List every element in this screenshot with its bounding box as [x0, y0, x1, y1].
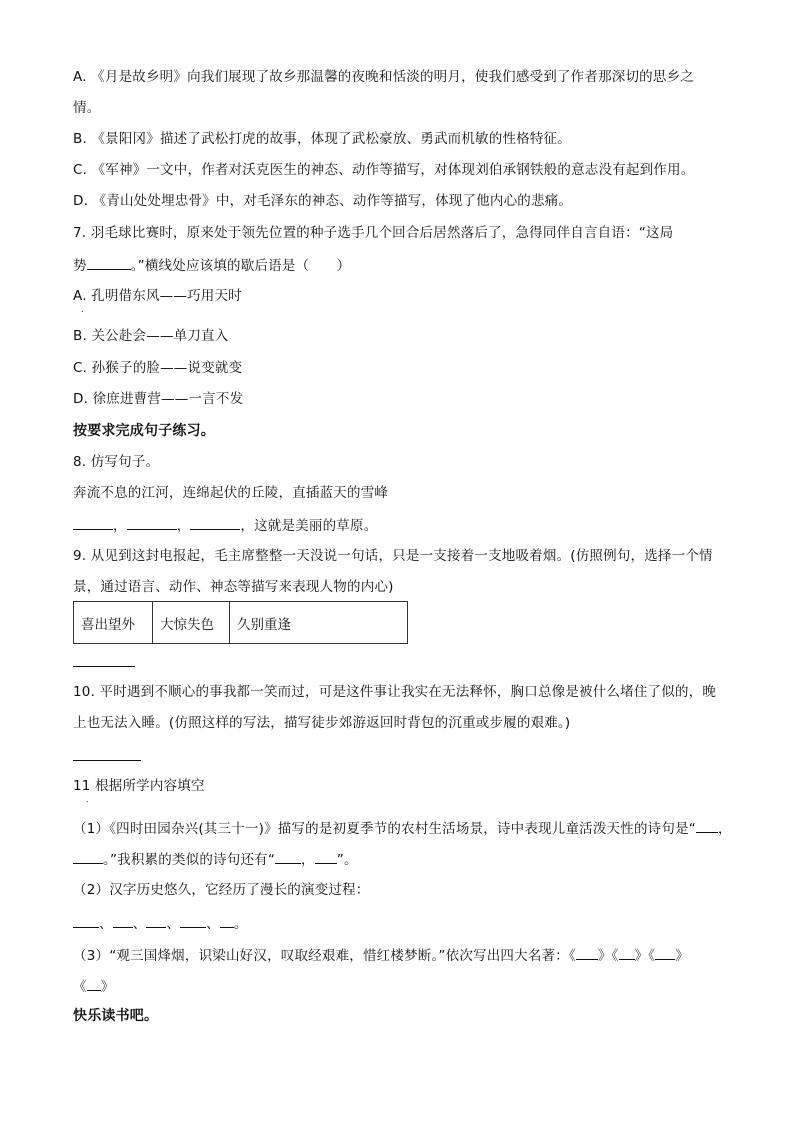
q10-answer-line[interactable] [73, 760, 141, 761]
q11-punct: ， [717, 821, 732, 837]
q11-comma: 、 [206, 916, 220, 932]
q7-option-d: D. 徐庶进曹营——一言不发 [73, 391, 244, 407]
book-mark: 》 [634, 948, 649, 964]
section-heading-sentences: 按要求完成句子练习。 [73, 423, 215, 439]
q11-blank[interactable] [655, 945, 675, 960]
book-mark: 《 [568, 948, 576, 964]
q7-stem-line2 [73, 255, 350, 275]
q11-blank[interactable] [220, 913, 234, 928]
q8-blank-2[interactable] [127, 515, 177, 530]
q9-choice-cell: 大惊失色 [153, 602, 230, 644]
q6-option-a-line1: A. 《月是故乡明》向我们展现了故乡那温馨的夜晚和恬淡的明月，使我们感受到了作者那深切的思乡之 [73, 69, 694, 85]
q11-punct: ， [301, 852, 315, 868]
q6-option-c: C. 《军神》一文中，作者对沃克医生的神态、动作等描写，对体现刘伯承钢铁般的意志没有起到作用。 [73, 162, 695, 178]
q11-punct: ”。 [336, 852, 358, 868]
q9-choice-cell: 久别重逢 [230, 602, 408, 644]
q11-part1-text: 。”我积累的类似的诗句还有“ [103, 852, 276, 868]
q6-option-a-line2: 情。 [73, 100, 101, 116]
q7-stem-line1: 7. 羽毛球比赛时，原来处于领先位置的种子选手几个回合后居然落后了，急得同伴自言自语：“这局 [73, 225, 674, 241]
q11-comma: 、 [132, 916, 147, 932]
q11-blank[interactable] [180, 913, 206, 928]
q11-blank[interactable] [696, 818, 718, 833]
q8-blank-1[interactable] [73, 515, 113, 530]
q11-blank[interactable] [275, 849, 301, 864]
q10-stem-line1: 10. 平时遇到不顺心的事我都一笑而过，可是这件事让我实在无法释怀，胸口总像是被什么堵住了似的，晚 [73, 684, 717, 700]
book-mark: 》 [100, 979, 115, 995]
q7-option-b: B. 关公赴会——单刀直入 [73, 328, 229, 344]
q10-stem-line2: 上也无法入睡。(仿照这样的写法，描写徒步郊游返回时背包的沉重或步履的艰难。) [73, 715, 571, 731]
q11-part1-line1 [73, 818, 732, 838]
q8-separator: ， [113, 518, 127, 534]
q11-blank[interactable] [315, 849, 337, 864]
q6-option-d: D. 《青山处处埋忠骨》中，对毛泽东的神态、动作等描写，体现了他内心的悲痛。 [73, 193, 573, 209]
book-mark: 《 [611, 948, 619, 964]
q11-period: 。 [233, 916, 248, 932]
book-mark: 《 [648, 948, 656, 964]
q11-blank[interactable] [113, 913, 133, 928]
q11-comma: 、 [166, 916, 181, 932]
q8-tail: ，这就是美丽的草原。 [240, 518, 378, 534]
book-mark: 》 [675, 948, 689, 964]
q7-option-a: A. 孔明借东风——巧用天时 [73, 288, 242, 304]
q11-blank[interactable] [146, 913, 166, 928]
q7-answer-blank[interactable] [87, 255, 131, 270]
q9-stem-line1: 9. 从见到这封电报起，毛主席整整一天没说一句话，只是一支接着一支地吸着烟。(仿照例句，选择一个情 [73, 548, 713, 564]
q11-blank[interactable] [73, 849, 103, 864]
q8-example: 奔流不息的江河，连绵起伏的丘陵，直插蓝天的雪峰 [73, 485, 389, 501]
book-mark: 》 [597, 948, 612, 964]
q7-stem-text-b: 。”横线处应该填的歇后语是（ ） [130, 258, 351, 274]
punctuation-dot: . [81, 305, 84, 314]
q11-blank[interactable] [87, 976, 101, 991]
q9-stem-line2: 景，通过语言、动作、神态等描写来表现人物的内心) [73, 579, 394, 595]
q7-stem-text-a: 势 [73, 258, 87, 274]
q11-part2-answers [73, 913, 248, 933]
q7-option-c: C. 孙猴子的脸——说变就变 [73, 360, 243, 376]
q9-answer-line[interactable] [73, 666, 135, 667]
book-mark: 《 [73, 979, 87, 995]
q9-choice-cell: 喜出望外 [74, 602, 153, 644]
q8-answer-line [73, 515, 377, 535]
q11-part3-line1 [73, 945, 689, 965]
q11-blank[interactable] [619, 945, 635, 960]
q11-part2: （2）汉字历史悠久，它经历了漫长的演变过程： [73, 882, 370, 898]
q9-choice-table [73, 601, 408, 644]
q6-option-b: B. 《景阳冈》描述了武松打虎的故事，体现了武松豪放、勇武而机敏的性格特征。 [73, 131, 571, 147]
q11-blank[interactable] [576, 945, 598, 960]
q11-part1-text: （1）《四时田园杂兴(其三十一)》描写的是初夏季节的农村生活场景，诗中表现儿童活泼天性的诗句是“ [73, 821, 696, 837]
q11-title: 11 根据所学内容填空 [73, 778, 205, 794]
q11-part3-text: （3）“观三国烽烟，识梁山好汉，叹取经艰难，惜红楼梦断。”依次写出四大名著： [73, 948, 569, 964]
q11-comma: 、 [99, 916, 113, 932]
q11-part1-line2 [73, 849, 358, 869]
q8-separator: ， [176, 518, 191, 534]
q11-part3-line2 [73, 976, 114, 996]
punctuation-dot: . [86, 795, 89, 804]
q8-title: 8. 仿写句子。 [73, 454, 160, 470]
section-heading-reading: 快乐读书吧。 [73, 1008, 159, 1024]
table-row [74, 602, 408, 644]
q8-blank-3[interactable] [190, 515, 240, 530]
q11-blank[interactable] [73, 913, 99, 928]
